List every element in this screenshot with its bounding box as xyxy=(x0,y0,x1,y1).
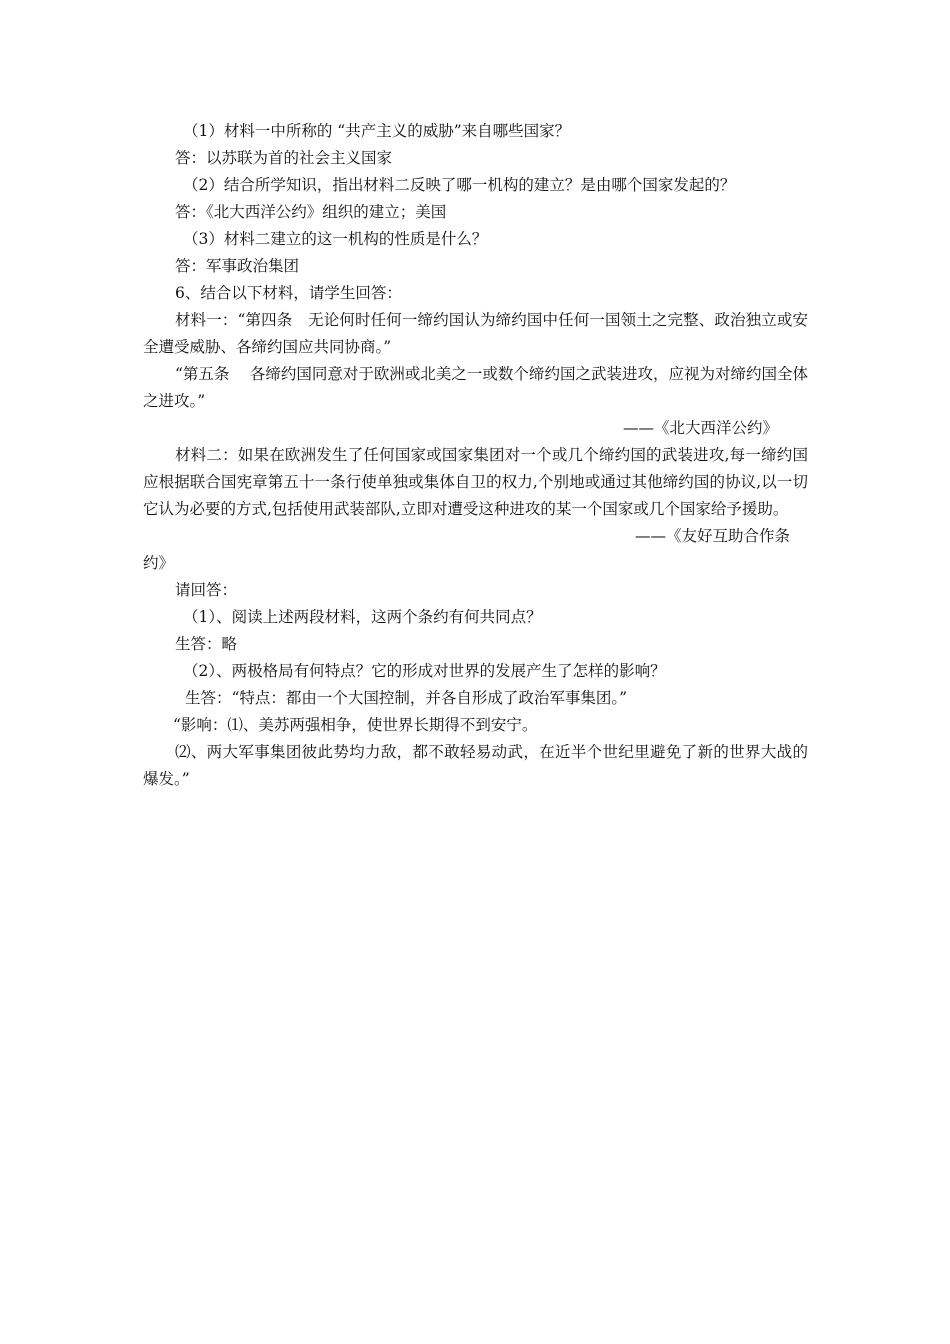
question-1: （1）材料一中所称的 “共产主义的威胁”来自哪些国家？ xyxy=(183,122,571,140)
sub-question-2: （2）、两极格局有何特点？它的形成对世界的发展产生了怎样的影响？ xyxy=(183,662,666,680)
material-2-text: 材料二：如果在欧洲发生了任何国家或国家集团对一个或几个缔约国的武装进攻,每一缔约国应根据联合国宪章第五十一条行使单独或集体自卫的权力,个别地或通过其他缔约国的协议,以一切它认为必要的方式,包括使用武装部队,立即对遭受这种进攻的某一个国家或几个国家给予援助。 xyxy=(143,446,808,518)
document-body xyxy=(143,118,808,793)
student-answer-1: 生答：略 xyxy=(175,635,238,653)
impact-point-1: “影响：⑴、美苏两强相争，使世界长期得不到安宁。 xyxy=(173,716,538,734)
material-2-source-continued: 约》 xyxy=(143,554,175,572)
material-2-source: ——《友好互助合作条 xyxy=(634,527,790,545)
ask-prompt: 请回答： xyxy=(175,581,238,599)
impact-point-2: ⑵、两大军事集团彼此势均力敌，都不敢轻易动武，在近半个世纪里避免了新的世界大战的爆发。” xyxy=(143,743,808,788)
answer-3: 答：军事政治集团 xyxy=(175,257,300,275)
material-1-article-5: “第五条 各缔约国同意对于欧洲或北美之一或数个缔约国之武装进攻，应视为对缔约国全体之进攻。” xyxy=(143,365,808,410)
question-6-heading: 6、结合以下材料，请学生回答： xyxy=(175,284,402,302)
material-1-source: ——《北大西洋公约》 xyxy=(622,419,778,437)
student-answer-2: 生答：“特点：都由一个大国控制，并各自形成了政治军事集团。” xyxy=(185,689,628,707)
answer-1: 答：以苏联为首的社会主义国家 xyxy=(175,149,393,167)
question-2: （2）结合所学知识，指出材料二反映了哪一机构的建立？是由哪个国家发起的？ xyxy=(183,176,736,194)
question-3: （3）材料二建立的这一机构的性质是什么？ xyxy=(183,230,488,248)
material-1-article-4: 材料一：“第四条 无论何时任何一缔约国认为缔约国中任何一国领土之完整、政治独立或安全遭受威胁、各缔约国应共同协商。” xyxy=(143,311,808,356)
answer-2: 答：《北大西洋公约》组织的建立；美国 xyxy=(175,203,447,221)
sub-question-1: （1）、阅读上述两段材料，这两个条约有何共同点？ xyxy=(183,608,542,626)
